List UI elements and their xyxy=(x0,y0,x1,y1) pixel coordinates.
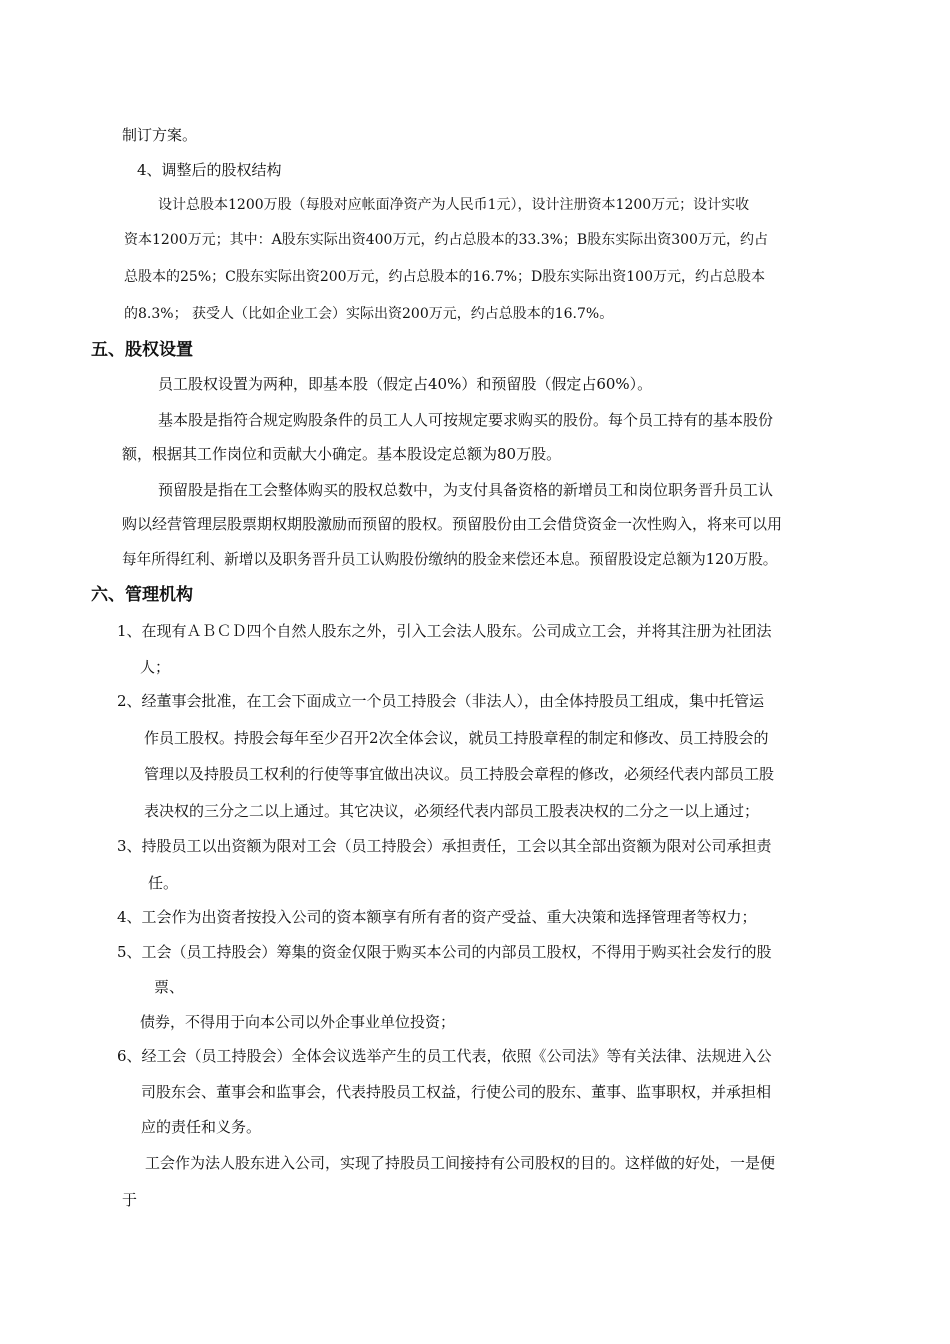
text-line: 工会作为法人股东进入公司，实现了持股员工间接持有公司股权的目的。这样做的好处，一是便 xyxy=(145,1154,776,1172)
list-item: 表决权的三分之二以上通过。其它决议，必须经代表内部员工股表决权的二分之一以上通过； xyxy=(144,802,760,820)
text-line: 总股本的25%；C股东实际出资200万元，约占总股本的16.7%；D股东实际出资100万元，约占总股本 xyxy=(124,269,765,285)
text-line: 制订方案。 xyxy=(122,126,198,144)
text-line: 设计总股本1200万股（每股对应帐面净资产为人民币1元），设计注册资本1200万元；设计实收 xyxy=(158,197,750,213)
text-line: 预留股是指在工会整体购买的股权总数中，为支付具备资格的新增员工和岗位职务晋升员工认 xyxy=(158,481,774,499)
list-item: 5、工会（员工持股会）筹集的资金仅限于购买本公司的内部员工股权，不得用于购买社会发行的股 xyxy=(117,943,772,961)
list-item: 人； xyxy=(140,658,171,676)
list-item: 2、经董事会批准，在工会下面成立一个员工持股会（非法人），由全体持股员工组成，集中托管运 xyxy=(117,692,765,710)
list-item: 债券，不得用于向本公司以外企事业单位投资； xyxy=(140,1013,456,1031)
list-item: 4、工会作为出资者按投入公司的资本额享有所有者的资产受益、重大决策和选择管理者等权力； xyxy=(117,908,757,926)
text-line: 员工股权设置为两种，即基本股（假定占40%）和预留股（假定占60%）。 xyxy=(158,375,653,393)
list-item: 1、在现有ＡＢＣＤ四个自然人股东之外，引入工会法人股东。公司成立工会，并将其注册为社团法 xyxy=(117,622,772,640)
text-line: 的8.3%； 获受人（比如企业工会）实际出资200万元，约占总股本的16.7%。 xyxy=(124,306,614,322)
text-line: 基本股是指符合规定购股条件的员工人人可按规定要求购买的股份。每个员工持有的基本股份 xyxy=(158,411,774,429)
text-line: 资本1200万元；其中：A股东实际出资400万元，约占总股本的33.3%；B股东实际出资300万元，约占 xyxy=(124,232,768,248)
text-line: 于 xyxy=(122,1191,138,1209)
list-item: 6、经工会（员工持股会）全体会议选举产生的员工代表，依照《公司法》等有关法律、法规进入公 xyxy=(117,1047,772,1065)
text-line: 每年所得红利、新增以及职务晋升员工认购股份缴纳的股金来偿还本息。预留股设定总额为120万股。 xyxy=(122,551,778,568)
list-item: 司股东会、董事会和监事会，代表持股员工权益，行使公司的股东、董事、监事职权，并承担相 xyxy=(141,1083,772,1101)
text-line: 额，根据其工作岗位和贡献大小确定。基本股设定总额为80万股。 xyxy=(122,445,562,463)
text-line: 购以经营管理层股票期权期股激励而预留的股权。预留股份由工会借贷资金一次性购入，将来可以用 xyxy=(122,515,783,533)
text-line: 4、调整后的股权结构 xyxy=(137,161,282,179)
list-item: 作员工股权。持股会每年至少召开2次全体会议，就员工持股章程的制定和修改、员工持股会的 xyxy=(144,729,769,747)
list-item: 管理以及持股员工权利的行使等事宜做出决议。员工持股会章程的修改，必须经代表内部员工股 xyxy=(144,765,775,783)
list-item: 3、持股员工以出资额为限对工会（员工持股会）承担责任，工会以其全部出资额为限对公司承担责 xyxy=(117,837,772,855)
list-item: 应的责任和义务。 xyxy=(141,1118,262,1136)
list-item: 任。 xyxy=(148,874,179,892)
section-heading: 六、管理机构 xyxy=(91,585,193,605)
list-item: 票、 xyxy=(154,978,185,996)
section-heading: 五、股权设置 xyxy=(91,340,193,360)
